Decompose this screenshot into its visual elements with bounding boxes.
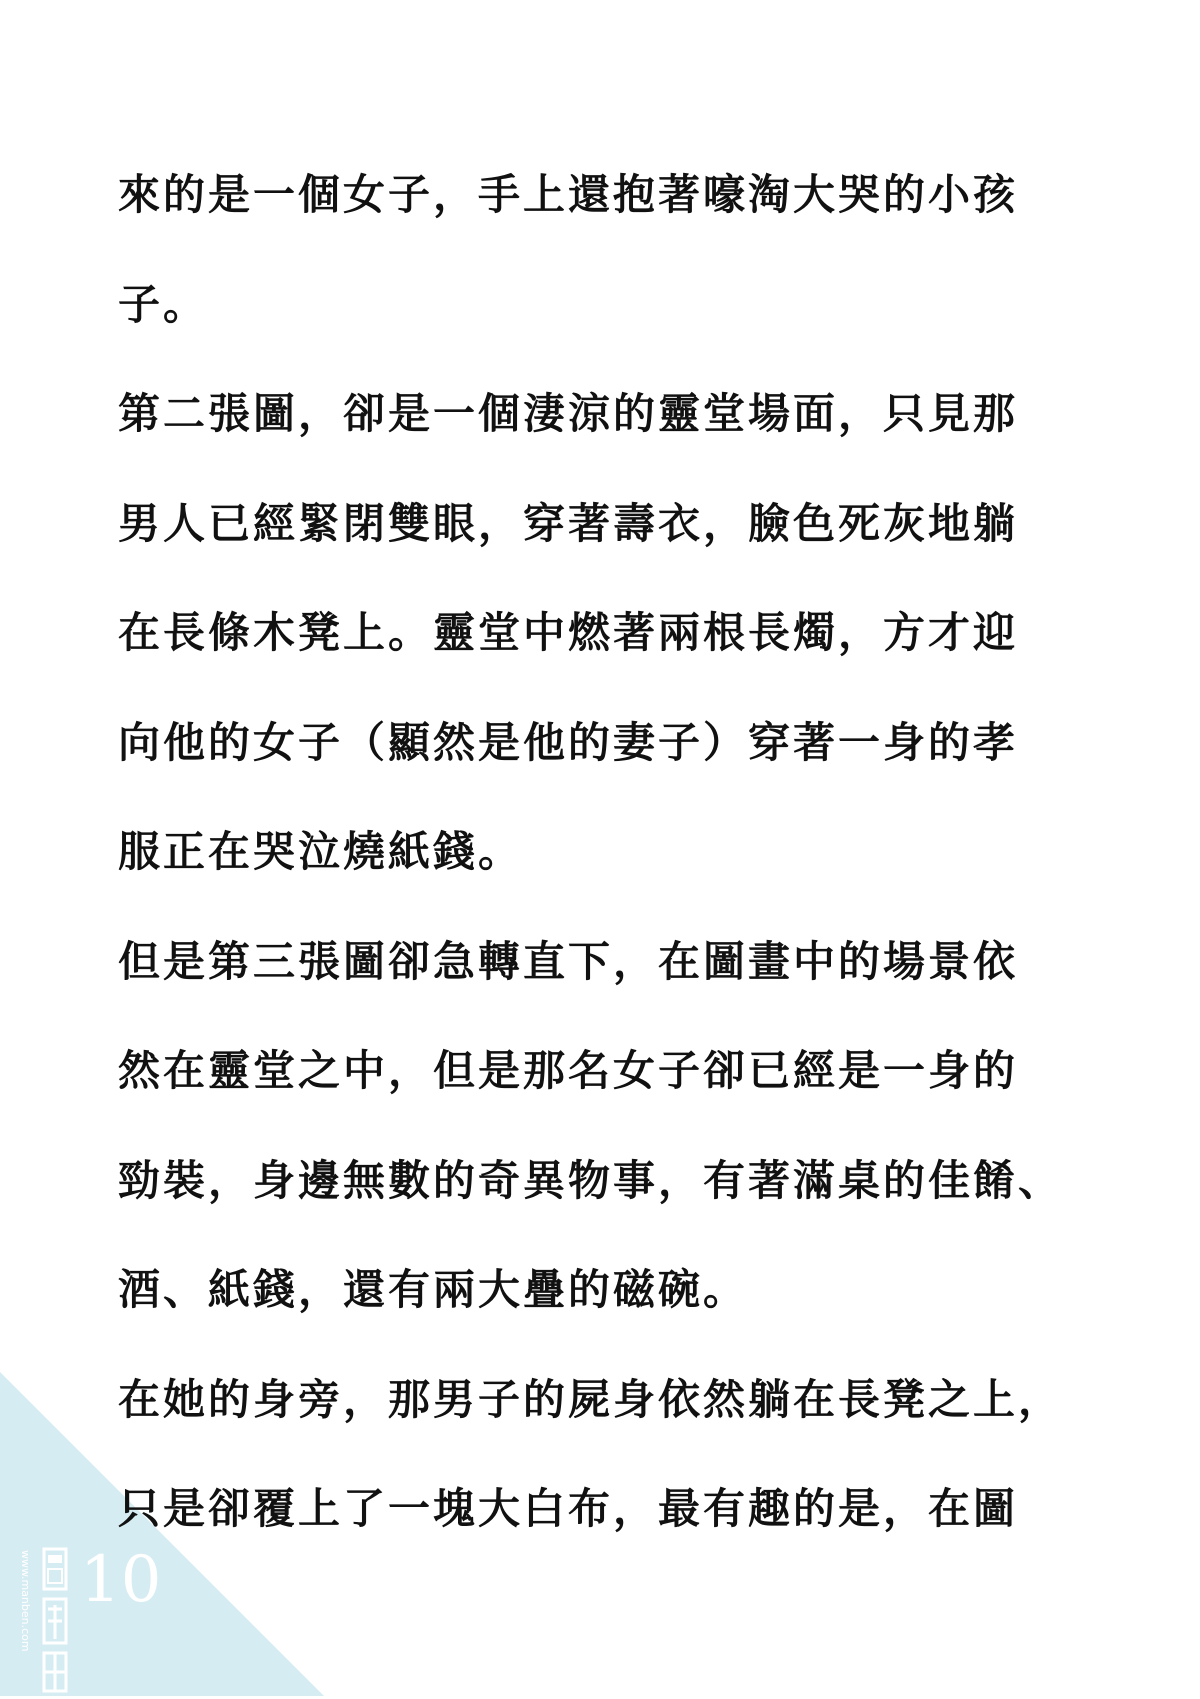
watermark-url: www.manben.com: [19, 1550, 32, 1652]
text-line: 但是第三張圖卻急轉直下，在圖畫中的場景依: [118, 936, 1019, 986]
text-line: 只是卻覆上了一塊大白布，最有趣的是，在圖: [118, 1484, 1019, 1533]
text-line: 第二張圖，卻是一個淒涼的靈堂場面，只見那: [118, 389, 1019, 438]
text-line: 然在靈堂之中，但是那名女子卻已經是一身的: [118, 1046, 1019, 1095]
text-line: 子。: [118, 279, 209, 329]
text-line: 勁裝，身邊無數的奇異物事，有著滿桌的佳餚、: [118, 1155, 1064, 1205]
text-line: 向他的女子（顯然是他的妻子）穿著一身的孝: [118, 717, 1019, 767]
text-line: 酒、紙錢，還有兩大疊的磁碗。: [118, 1265, 749, 1314]
body-text: [118, 140, 1108, 1564]
text-line: 男人已經緊閉雙眼，穿著壽衣，臉色死灰地躺: [118, 498, 1019, 548]
text-line: 在她的身旁，那男子的屍身依然躺在長凳之上，: [118, 1374, 1064, 1424]
watermark-logo: [42, 1545, 68, 1695]
text-line: 來的是一個女子，手上還抱著嚎淘大哭的小孩: [118, 170, 1019, 219]
text-line: 在長條木凳上。靈堂中燃著兩根長燭，方才迎: [118, 608, 1019, 657]
page-number: 10: [80, 1543, 162, 1617]
text-line: 服正在哭泣燒紙錢。: [118, 827, 524, 876]
